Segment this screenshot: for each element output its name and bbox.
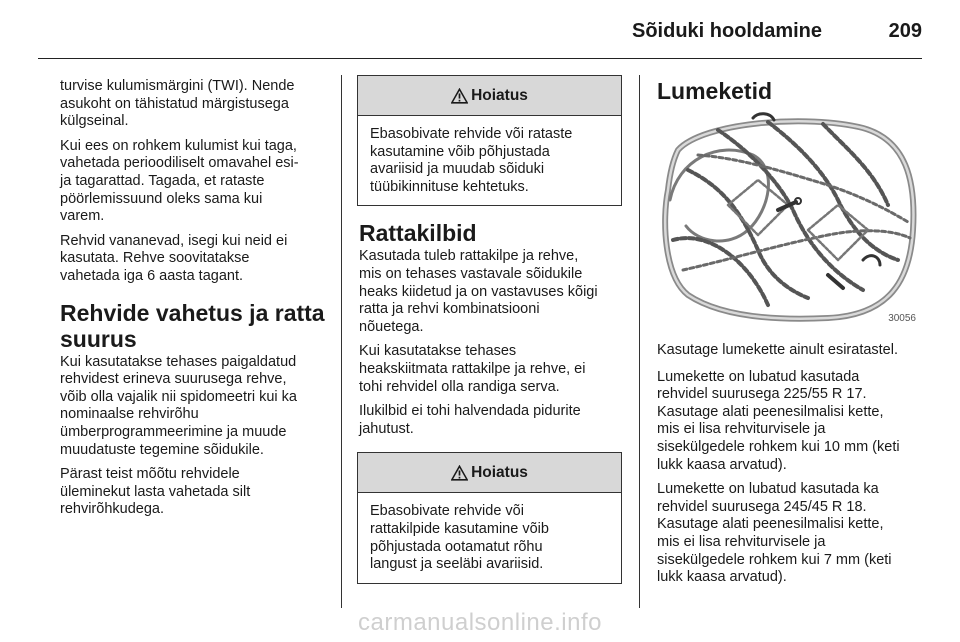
column-divider-2 bbox=[639, 75, 640, 608]
paragraph-chains-245: Lumekette on lubatud kasutada ka rehvidel suurusega 245/45 R 18. Kasutage alati peenesilmalisi kette, mis ei lisa rehviturvisele ja sisekülgedele rohkem kui 7 mm (keti lukk kaasa arvatud). bbox=[657, 481, 892, 586]
paragraph-pressure-label: Pärast teist mõõtu rehvidele üleminekut lasta vahetada silt rehvirõhkudega. bbox=[60, 466, 251, 518]
paragraph-brake-cooling: Ilukilbid ei tohi halvendada pidurite jahutust. bbox=[359, 403, 581, 437]
column-2 bbox=[357, 75, 622, 584]
warning-title: Hoiatus bbox=[471, 463, 528, 481]
paragraph-aging: Rehvid vananevad, isegi kui neid ei kasutata. Rehve soovitatakse vahetada iga 6 aasta tagant. bbox=[60, 232, 288, 284]
paragraph-rotation: Kui ees on rohkem kulumist kui taga, vahetada perioodiliselt omavahel esi- ja tagarattad. Tagada, et rataste pöörlemissuund oleks sama kui varem. bbox=[60, 137, 299, 225]
warning-header bbox=[358, 453, 621, 493]
column-1 bbox=[60, 78, 332, 526]
warning-triangle-icon bbox=[451, 88, 468, 104]
paragraph-twi: turvise kulumismärgini (TWI). Nende asukoht on tähistatud märgistusega külgseinal. bbox=[60, 78, 295, 130]
warning-triangle-icon bbox=[451, 465, 468, 481]
column-divider-1 bbox=[341, 75, 342, 608]
watermark: carmanualsonline.info bbox=[358, 609, 602, 636]
section-heading-wheel-covers: Rattakilbid bbox=[359, 220, 477, 247]
warning-body: Ebasobivate rehvide või rataste kasutamine võib põhjustada avariisid ja muudab sõiduki tüübikinnituse kehtetuks. bbox=[370, 126, 573, 195]
header-divider bbox=[38, 58, 922, 59]
snow-chain-illustration bbox=[658, 110, 922, 326]
paragraph-front-wheels: Kasutage lumekette ainult esiratastel. bbox=[657, 342, 898, 358]
snow-chain-drawing bbox=[658, 110, 922, 326]
figure-number: 30056 bbox=[888, 313, 916, 324]
paragraph-different-size: Kui kasutatakse tehases paigaldatud rehvidest erineva suurusega rehve, võib olla vajalik nii spidomeetri kui ka nominaalse rehvirõhu ümberprogrammeerimine ja muude muudatuste tegemine sõidukile. bbox=[60, 353, 297, 458]
section-heading-tyre-change: Rehvide vahetus ja ratta suurus bbox=[60, 299, 325, 352]
paragraph-wheel-covers: Kasutada tuleb rattakilpe ja rehve, mis on tehases vastavale sõidukile heaks kiidetud ja on vastavuses kõigi ratta ja rehvi kombinatsiooni nõuetega. bbox=[359, 248, 598, 335]
warning-body: Ebasobivate rehvide või rattakilpide kasutamine võib põhjustada ootamatut rõhu langust ja seeläbi avariisid. bbox=[370, 503, 549, 573]
page-number: 209 bbox=[888, 20, 922, 42]
paragraph-chains-225: Lumekette on lubatud kasutada rehvidel suurusega 225/55 R 17. Kasutage alati peenesilmalisi kette, mis ei lisa rehviturvisele ja sisekülgedele rohkem kui 10 mm (keti lukk kaasa arvatud). bbox=[657, 368, 900, 473]
section-heading-snow-chains: Lumeketid bbox=[657, 78, 773, 104]
paragraph-unapproved-covers: Kui kasutatakse tehases heakskiitmata rattakilpe ja rehve, ei tohi rehvidel olla randiga serva. bbox=[359, 343, 586, 395]
warning-box-2 bbox=[357, 452, 622, 583]
warning-title: Hoiatus bbox=[471, 86, 528, 104]
warning-box-1 bbox=[357, 75, 622, 206]
chapter-title: Sõiduki hooldamine bbox=[631, 20, 822, 42]
warning-header bbox=[358, 76, 621, 116]
column-3 bbox=[657, 342, 927, 594]
